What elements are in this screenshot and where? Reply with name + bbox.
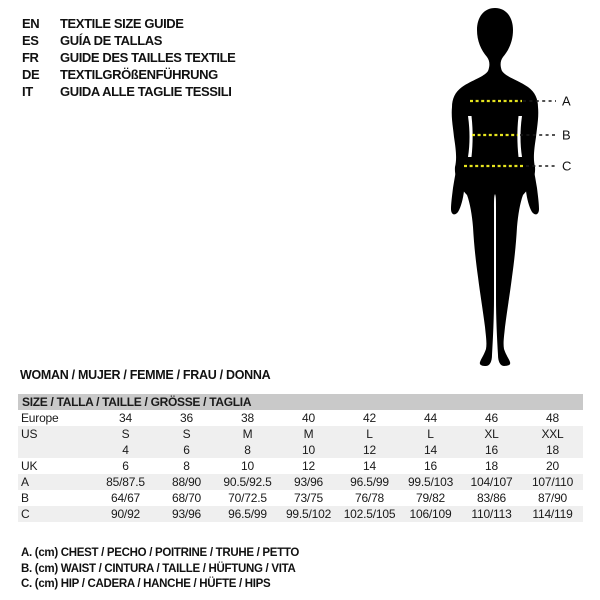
table-cell: 6: [183, 443, 190, 457]
woman-silhouette-icon: [452, 8, 539, 366]
table-cell: L: [366, 427, 373, 441]
table-cell: 8: [244, 443, 251, 457]
table-cell: 18: [485, 459, 498, 473]
table-header: SIZE / TALLA / TAILLE / GRÖSSE / TAGLIA: [18, 394, 583, 410]
row-label: Europe: [21, 411, 59, 425]
legend-line: A. (cm) CHEST / PECHO / POITRINE / TRUHE / PETTO: [21, 547, 300, 559]
table-cell: 12: [302, 459, 315, 473]
language-row: [22, 49, 235, 66]
table-cell: 99.5/103: [407, 475, 454, 489]
table-cell: 104/107: [470, 475, 513, 489]
marker-label-a: A: [562, 93, 571, 109]
legend-line: B. (cm) WAIST / CINTURA / TAILLE / HÜFTUNG / VITA: [21, 562, 296, 575]
table-cell: 16: [485, 443, 498, 457]
table-row: [18, 442, 583, 458]
table-cell: 18: [546, 443, 559, 457]
language-list: [22, 15, 235, 100]
table-cell: 96.5/99: [350, 475, 389, 489]
table-cell: 10: [241, 459, 254, 473]
language-label: GUIDA ALLE TAGLIE TESSILI: [60, 84, 232, 99]
table-cell: XXL: [541, 427, 564, 441]
table-cell: M: [303, 427, 314, 441]
table-cell: 88/90: [171, 475, 202, 489]
language-row: [22, 83, 235, 100]
table-cell: 70/72.5: [228, 491, 267, 505]
table-cell: 85/87.5: [106, 475, 145, 489]
table-row: [18, 490, 583, 506]
size-table-body: [18, 410, 583, 522]
section-title: WOMAN / MUJER / FEMME / FRAU / DONNA: [20, 368, 271, 382]
table-cell: 87/90: [537, 491, 568, 505]
table-cell: M: [242, 427, 253, 441]
table-row: [18, 410, 583, 426]
legend-line: C. (cm) HIP / CADERA / HANCHE / HÜFTE / HIPS: [21, 578, 271, 590]
language-label: GUÍA DE TALLAS: [60, 33, 163, 48]
table-cell: 114/119: [532, 507, 573, 521]
table-cell: 99.5/102: [285, 507, 332, 521]
table-cell: 110/113: [471, 507, 512, 521]
table-cell: 34: [119, 411, 132, 425]
table-cell: L: [427, 427, 434, 441]
table-cell: 83/86: [476, 491, 507, 505]
row-label: C: [21, 507, 30, 521]
language-label: TEXTILGRÖßENFÜHRUNG: [60, 67, 218, 82]
table-cell: 107/110: [531, 475, 574, 489]
table-row: [18, 426, 583, 442]
table-cell: 8: [183, 459, 190, 473]
language-row: [22, 15, 235, 32]
language-row: [22, 32, 235, 49]
row-label: A: [21, 475, 29, 489]
row-label: [18, 442, 95, 458]
table-cell: 93/96: [171, 507, 202, 521]
table-cell: 16: [424, 459, 437, 473]
table-cell: 90.5/92.5: [223, 475, 272, 489]
table-cell: 102.5/105: [343, 507, 396, 521]
table-cell: 96.5/99: [228, 507, 267, 521]
language-label: TEXTILE SIZE GUIDE: [60, 16, 184, 31]
table-cell: 14: [424, 443, 437, 457]
table-cell: 48: [546, 411, 559, 425]
table-cell: 44: [424, 411, 437, 425]
table-cell: 14: [363, 459, 376, 473]
row-label: UK: [21, 459, 38, 473]
language-code: IT: [22, 84, 33, 99]
table-cell: 40: [302, 411, 315, 425]
table-row: [18, 458, 583, 474]
table-cell: 10: [302, 443, 315, 457]
size-table: [18, 394, 583, 522]
table-cell: 106/109: [409, 507, 452, 521]
language-code: FR: [22, 50, 39, 65]
table-cell: 76/78: [354, 491, 385, 505]
legend-list: [21, 546, 299, 593]
table-cell: 68/70: [171, 491, 202, 505]
language-code: EN: [22, 16, 40, 31]
table-cell: 38: [241, 411, 254, 425]
woman-silhouette-diagram: [410, 0, 586, 372]
table-cell: 36: [180, 411, 193, 425]
table-cell: 79/82: [415, 491, 446, 505]
table-cell: 6: [122, 459, 129, 473]
table-cell: 12: [363, 443, 376, 457]
marker-label-c: C: [562, 158, 572, 174]
table-cell: XL: [484, 427, 499, 441]
table-cell: 73/75: [293, 491, 324, 505]
table-row: [18, 474, 583, 490]
language-code: ES: [22, 33, 39, 48]
table-row: [18, 506, 583, 522]
table-cell: 20: [546, 459, 559, 473]
language-code: DE: [22, 67, 40, 82]
table-cell: S: [121, 427, 130, 441]
language-label: GUIDE DES TAILLES TEXTILE: [60, 50, 236, 65]
table-cell: 93/96: [293, 475, 324, 489]
table-cell: 4: [122, 443, 129, 457]
row-label: B: [21, 491, 29, 505]
row-label: US: [21, 427, 38, 441]
table-cell: 90/92: [110, 507, 141, 521]
table-cell: S: [182, 427, 191, 441]
language-row: [22, 66, 235, 83]
table-cell: 46: [485, 411, 498, 425]
table-cell: 42: [363, 411, 376, 425]
marker-label-b: B: [562, 127, 571, 143]
table-cell: 64/67: [110, 491, 141, 505]
figure-diagram: [410, 0, 586, 372]
